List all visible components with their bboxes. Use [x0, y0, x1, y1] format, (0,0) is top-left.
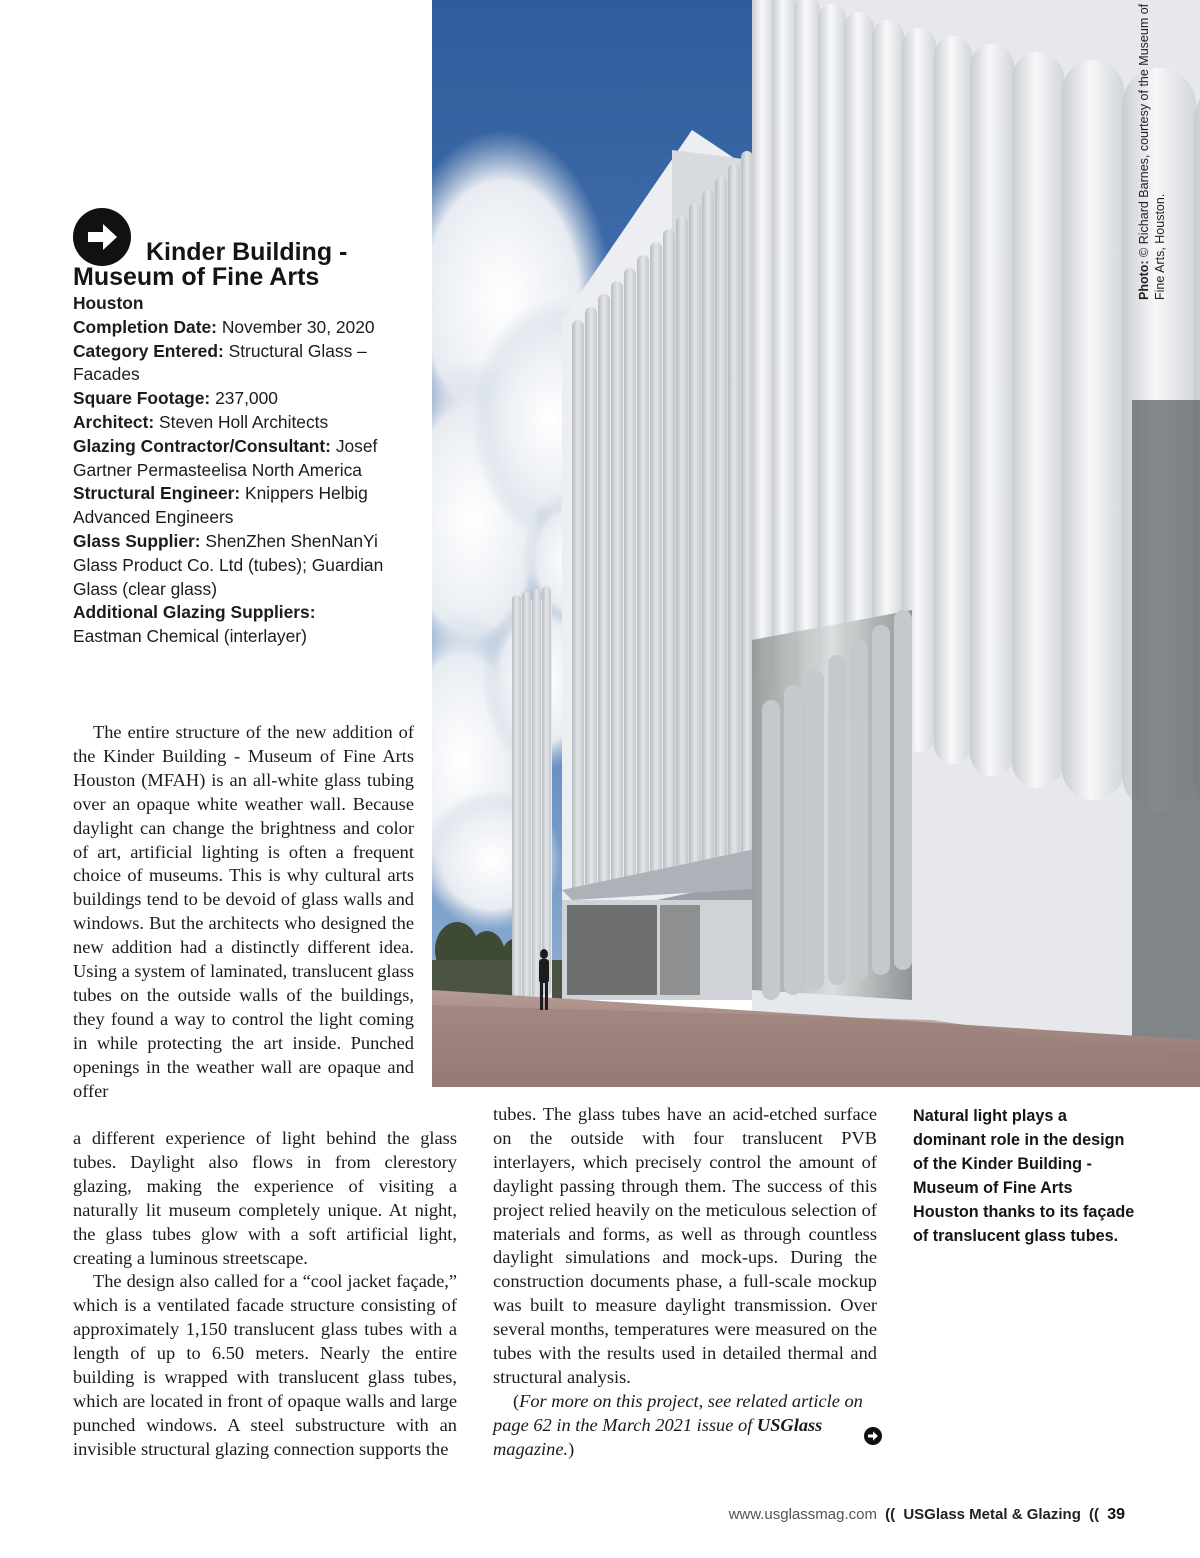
fact-value: Eastman Chemical (interlayer) [73, 626, 307, 647]
fact-value: ShenZhen ShenNanYi Glass Product Co. Ltd (tubes); Guardian Glass (clear glass) [73, 530, 384, 599]
fact-square-footage [73, 387, 418, 411]
glass-tube [894, 610, 912, 970]
fact-glazing-contractor [73, 435, 418, 483]
fact-label: Square Footage: [73, 388, 211, 409]
page-footer [729, 1506, 1125, 1524]
glass-tube [715, 177, 727, 878]
glass-tube [702, 190, 714, 880]
fact-value: Steven Holl Architects [159, 411, 329, 432]
building-photo [432, 0, 1200, 1087]
footer-url[interactable]: www.usglassmag.com [728, 1506, 877, 1523]
fact-label: Completion Date: [73, 316, 217, 337]
far-building [512, 586, 552, 1005]
fact-value: Knippers Helbig Advanced Engineers [73, 483, 368, 528]
glass-tube [818, 4, 846, 716]
article-paragraph-1b: a different experience of light behind the glass tubes. Daylight also flows in from clerestory glazing, making the experience of visiting a naturally lit museum completely unique. At night, the glass tubes glow with a soft artificial light, creating a luminous streetscape. [73, 1128, 457, 1268]
project-city: Houston [73, 293, 144, 313]
glass-tube [611, 281, 623, 894]
note-end: magazine. [493, 1438, 569, 1459]
photo-illustration [432, 0, 1200, 1087]
related-article-note [493, 1390, 877, 1462]
fact-glass-supplier [73, 530, 418, 601]
glass-tube [1012, 52, 1064, 788]
glass-tube [728, 164, 740, 876]
fact-value: 237,000 [215, 388, 278, 409]
glass-tube [970, 44, 1014, 776]
fact-label: Glazing Contractor/Consultant: [73, 435, 331, 456]
glass-tube [1062, 60, 1124, 800]
glass-tube [934, 36, 972, 764]
fact-architect [73, 411, 418, 435]
note-text: For more on this project, see related article on page 62 in the March 2021 issue of [493, 1390, 863, 1435]
glass-tube [572, 320, 584, 900]
glass-tube [624, 268, 636, 892]
article-column-2 [493, 1103, 877, 1462]
fact-value: Josef Gartner Permasteelisa North America [73, 435, 378, 480]
article-paragraph-2: The design also called for a “cool jacket façade,” which is a ventilated facade structure consisting of approximately 1,150 translucent glass tubes with a length of up to 6.50 meters. Nearly the entire building is wrapped with translucent glass tubes, which are located in front of opaque walls and large punched windows. A steel substructure with an invisible structural glazing connection supports the [73, 1271, 457, 1459]
glass-tube [772, 0, 796, 692]
footer-separator: (( [1089, 1506, 1100, 1523]
fact-additional-suppliers [73, 601, 418, 649]
article-column-1-bottom [73, 1127, 457, 1462]
glass-tube [689, 203, 701, 882]
fact-category [73, 340, 418, 388]
glass-tube [532, 589, 541, 999]
photo-caption: Natural light plays a dominant role in the design of the Kinder Building - Museum of Fine Arts Houston thanks to its façade of translucent glass tubes. [913, 1107, 1135, 1245]
glass-tube [794, 0, 820, 704]
fact-value: Structural Glass – Facades [73, 340, 367, 385]
glass-tube [752, 0, 774, 680]
project-title-line1: Kinder Building - [146, 238, 348, 266]
glass-tube [850, 640, 868, 980]
fact-completion-date [73, 316, 418, 340]
glass-tube [762, 700, 780, 1000]
fact-label: Additional Glazing Suppliers: [73, 602, 316, 623]
project-facts [73, 292, 418, 649]
glass-tube [676, 216, 688, 884]
article-paragraph-2-cont: tubes. The glass tubes have an acid-etched surface on the outside with four translucent PVB interlayers, which precisely control the amount of daylight passing through them. The success of this project relied heavily on the meticulous selection of materials and forms, as well as through countless daylight simulations and mock-ups. During the construction documents phase, a full-scale mockup was built to measure daylight transmission. Over several months, temperatures were measured on the tubes with the results used in detailed thermal and structural analysis. [493, 1104, 877, 1387]
fact-label: Category Entered: [73, 340, 224, 361]
photo-credit [1136, 0, 1170, 300]
near-facade [752, 0, 1200, 1087]
glass-tube [585, 307, 597, 898]
photo-credit-label: Photo: [1137, 260, 1151, 300]
article-paragraph-1a: The entire structure of the new addition of the Kinder Building - Museum of Fine Arts Houston (MFAH) is an all-white glass tubing over an opaque white weather wall. Because daylight can change the brightness and color of art, artificial lighting is often a frequent choice of museums. This is why cultural arts buildings tend to be devoid of glass walls and windows. But the architects who designed the new addition had a distinctly different idea. Using a system of laminated, translucent glass tubes on the outside walls of the buildings, they found a way to control the light coming in while protecting the art inside. Punched openings in the weather wall are opaque and offer [73, 722, 414, 1101]
glass-tube [650, 242, 662, 888]
glass-tube [542, 586, 551, 996]
glass-tube [872, 625, 890, 975]
glass-tube [598, 294, 610, 896]
end-of-article [858, 1427, 882, 1447]
footer-magazine: USGlass Metal & Glazing [903, 1506, 1081, 1523]
project-title [73, 240, 413, 290]
fact-structural-engineer [73, 482, 418, 530]
glass-tube [784, 685, 802, 995]
glass-tube [512, 595, 521, 1005]
fact-label: Architect: [73, 411, 155, 432]
page-number: 39 [1107, 1506, 1125, 1523]
article-column-1-top [73, 721, 414, 1104]
note-open-paren: ( [513, 1390, 520, 1411]
project-title-line2: Museum of Fine Arts [73, 263, 320, 291]
end-arrow-icon [864, 1427, 882, 1445]
glass-tube [828, 655, 846, 985]
note-close-paren: ) [568, 1438, 575, 1459]
fact-value: November 30, 2020 [221, 316, 375, 337]
fact-label: Glass Supplier: [73, 530, 201, 551]
photo-credit-text: © Richard Barnes, courtesy of the Museum of Fine Arts, Houston. [1137, 3, 1167, 300]
glass-tube [663, 229, 675, 886]
footer-separator: (( [885, 1506, 896, 1523]
glass-tube [806, 670, 824, 990]
glass-tube [741, 151, 753, 874]
note-magazine: USGlass [756, 1414, 823, 1435]
fact-label: Structural Engineer: [73, 483, 241, 504]
glass-tube [522, 592, 531, 1002]
glass-tube [637, 255, 649, 890]
